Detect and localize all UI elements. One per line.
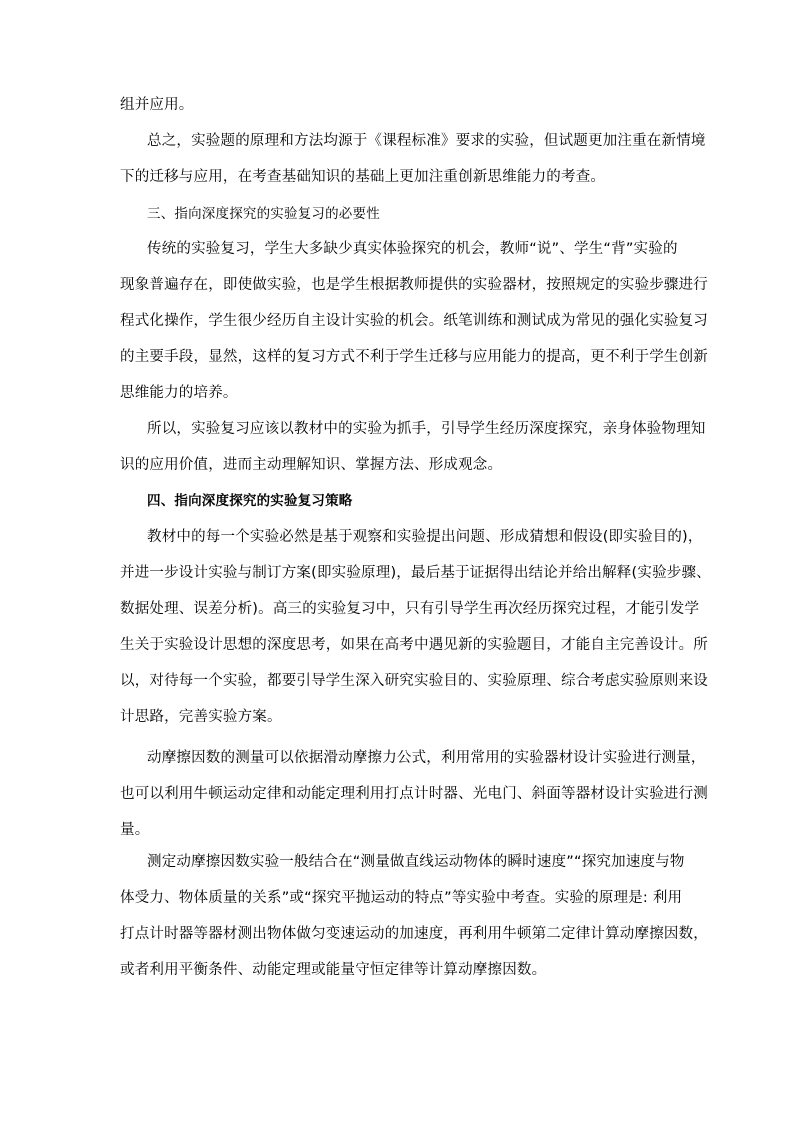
- paragraph-textbook-line-1: 教材中的每一个实验必然是基于观察和实验提出问题、形成猜想和假设(即实验目的)，: [147, 529, 703, 545]
- paragraph-summary-line-1: 总之，实验题的原理和方法均源于《课程标准》要求的实验，但试题更加注重在新情境: [147, 133, 706, 149]
- paragraph-textbook-line-3: 数据处理、误差分析)。高三的实验复习中，只有引导学生再次经历探究过程，才能引发学: [120, 601, 700, 617]
- text-line-continuation: 组并应用。: [120, 97, 194, 113]
- paragraph-summary-line-2: 下的迁移与应用，在考查基础知识的基础上更加注重创新思维能力的考查。: [120, 169, 606, 185]
- paragraph-friction-line-2: 也可以利用牛顿运动定律和动能定理利用打点计时器、光电门、斜面等器材设计实验进行测: [120, 786, 708, 802]
- paragraph-therefore-line-2: 识的应用价值，进而主动理解知识、掌握方法、形成观念。: [120, 457, 503, 473]
- paragraph-textbook-line-6: 计思路，完善实验方案。: [120, 709, 282, 725]
- paragraph-measure-line-3: 打点计时器等器材测出物体做匀变速运动的加速度，再利用牛顿第二定律计算动摩擦因数，: [120, 926, 708, 942]
- paragraph-traditional-line-2: 现象普遍存在，即使做实验，也是学生根据教师提供的实验器材，按照规定的实验步骤进行: [120, 277, 708, 293]
- paragraph-therefore-line-1: 所以，实验复习应该以教材中的实验为抓手，引导学生经历深度探究，亲身体验物理知: [147, 421, 706, 437]
- paragraph-traditional-line-4: 的主要手段，显然，这样的复习方式不利于学生迁移与应用能力的提高，更不利于学生创新: [120, 349, 708, 365]
- paragraph-traditional-line-1: 传统的实验复习，学生大多缺少真实体验探究的机会，教师“说”、学生“背”实验的: [147, 241, 678, 257]
- section-heading-4: 四、指向深度探究的实验复习策略: [147, 493, 353, 509]
- paragraph-measure-line-2: 体受力、物体质量的关系”或“探究平抛运动的特点”等实验中考查。实验的原理是: 利用: [120, 890, 683, 906]
- paragraph-textbook-line-4: 生关于实验设计思想的深度思考，如果在高考中遇见新的实验题目，才能自主完善设计。所: [120, 637, 708, 653]
- paragraph-friction-line-3: 量。: [120, 822, 150, 838]
- paragraph-friction-line-1: 动摩擦因数的测量可以依据滑动摩擦力公式，利用常用的实验器材设计实验进行测量，: [147, 750, 706, 766]
- paragraph-textbook-line-2: 并进一步设计实验与制订方案(即实验原理)，最后基于证据得出结论并给出解释(实验步骤、: [120, 565, 711, 581]
- paragraph-traditional-line-5: 思维能力的培养。: [120, 385, 238, 401]
- paragraph-measure-line-4: 或者利用平衡条件、动能定理或能量守恒定律等计算动摩擦因数。: [120, 962, 547, 978]
- paragraph-traditional-line-3: 程式化操作，学生很少经历自主设计实验的机会。纸笔训练和测试成为常见的强化实验复习: [120, 313, 708, 329]
- paragraph-textbook-line-5: 以，对待每一个实验，都要引导学生深入研究实验目的、实验原理、综合考虑实验原则来设: [120, 673, 708, 689]
- paragraph-measure-line-1: 测定动摩擦因数实验一般结合在“测量做直线运动物体的瞬时速度”“探究加速度与物: [147, 854, 685, 870]
- section-heading-3: 三、指向深度探究的实验复习的必要性: [147, 206, 380, 222]
